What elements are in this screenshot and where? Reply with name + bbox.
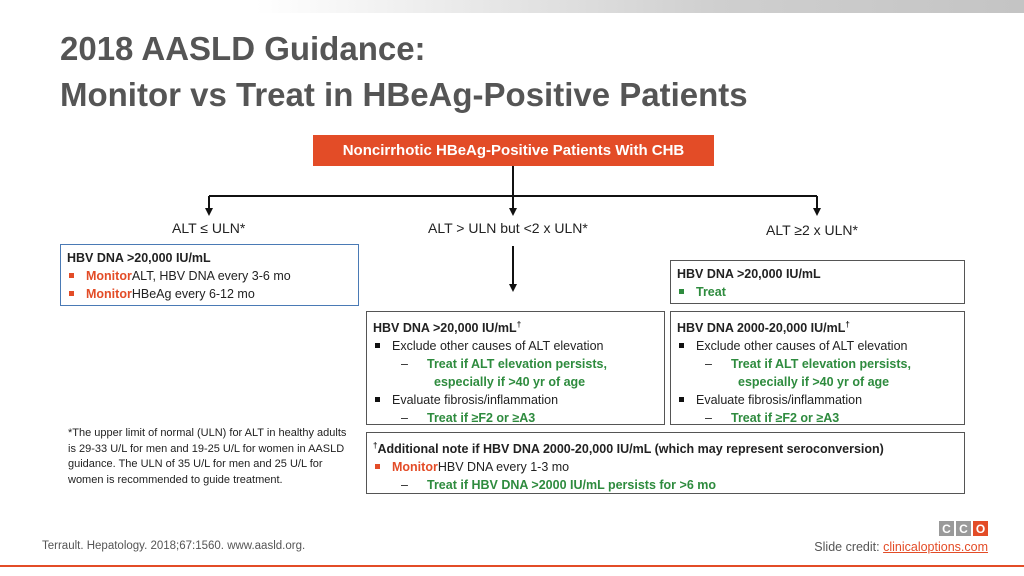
title-line-2: Monitor vs Treat in HBeAg-Positive Patients [60,76,748,113]
additional-note-box: †Additional note if HBV DNA 2000-20,000 IU/mL (which may represent seroconversion) Monitor HBV DNA every 1-3 mo – Treat if HBV DNA >2000 IU/mL persists for >6 mo [366,432,965,494]
left-box-item: Monitor HBeAg every 6-12 mo [67,285,352,303]
left-box-item: Monitor ALT, HBV DNA every 3-6 mo [67,267,352,285]
middle-item-evaluate: Evaluate fibrosis/inflammation [392,393,559,408]
title-line-1: 2018 AASLD Guidance: [60,30,426,67]
citation: Terrault. Hepatology. 2018;67:1560. www.aasld.org. [42,540,306,552]
middle-recommendation-box [366,311,665,425]
dash-bullet: – [401,357,408,372]
right-item-exclude: Exclude other causes of ALT elevation [696,339,908,354]
note-treat: Treat if HBV DNA >2000 IU/mL persists for >6 mo [427,478,716,493]
square-bullet-icon [69,273,74,278]
square-bullet-icon [679,397,684,402]
note-heading: †Additional note if HBV DNA 2000-20,000 IU/mL (which may represent seroconversion) [373,441,884,457]
branch-label-right: ALT ≥2 x ULN* [766,222,858,238]
branch-label-left: ALT ≤ ULN* [172,220,246,236]
dash-bullet: – [705,411,712,426]
cco-logo: C C O [939,521,990,536]
right-treat-fibrosis: Treat if ≥F2 or ≥A3 [731,411,840,426]
right-top-item: Treat [677,283,958,301]
right-box-heading: HBV DNA 2000-20,000 IU/mL† [677,320,850,336]
square-bullet-icon [375,397,380,402]
right-recommendation-box [670,311,965,425]
slide-credit: Slide credit: clinicaloptions.com [814,540,988,554]
right-treat-age: especially if >40 yr of age [738,375,890,390]
square-bullet-icon [679,289,684,294]
square-bullet-icon [375,464,380,469]
right-treat-persist: Treat if ALT elevation persists, [731,357,911,372]
patient-group-header: Noncirrhotic HBeAg-Positive Patients With CHB [313,135,714,166]
middle-treat-age: especially if >40 yr of age [434,375,586,390]
square-bullet-icon [69,291,74,296]
right-top-heading: HBV DNA >20,000 IU/mL [677,267,821,281]
square-bullet-icon [375,343,380,348]
clinicaloptions-link[interactable]: clinicaloptions.com [883,540,988,554]
middle-box-heading: HBV DNA >20,000 IU/mL† [373,320,522,336]
middle-treat-persist: Treat if ALT elevation persists, [427,357,607,372]
middle-item-exclude: Exclude other causes of ALT elevation [392,339,604,354]
dash-bullet: – [401,411,408,426]
dash-bullet: – [705,357,712,372]
branch-label-middle: ALT > ULN but <2 x ULN* [428,220,588,236]
square-bullet-icon [679,343,684,348]
left-recommendation-box [60,244,359,306]
uln-footnote: *The upper limit of normal (ULN) for ALT in healthy adults is 29-33 U/L for men and 19-25 U/L for women in AASLD guidance. The ULN of 35 U/L for men and 25 U/L for women is recommended to guide treatment. [68,427,347,486]
dash-bullet: – [401,478,408,493]
bottom-accent-line [0,565,1024,567]
middle-treat-fibrosis: Treat if ≥F2 or ≥A3 [427,411,536,426]
left-box-heading: HBV DNA >20,000 IU/mL [67,251,211,265]
right-treat-box [670,260,965,304]
right-item-evaluate: Evaluate fibrosis/inflammation [696,393,863,408]
